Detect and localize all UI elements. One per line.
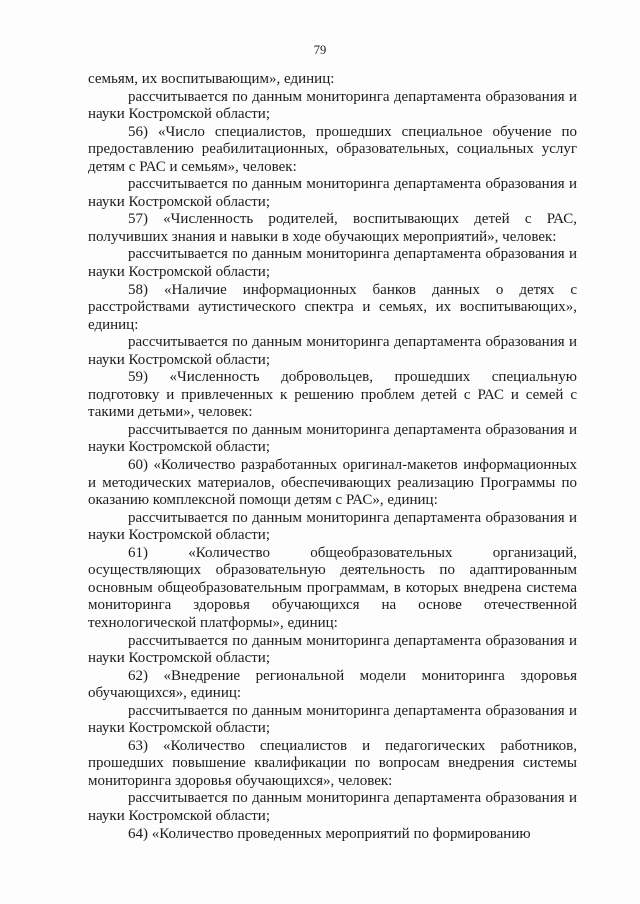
paragraph: 62) «Внедрение региональной модели мониторинга здоровья обучающихся», единиц:	[88, 667, 577, 702]
paragraph: 63) «Количество специалистов и педагогических работников, прошедших повышение квалификации по вопросам внедрения системы мониторинга здоровья обучающихся», человек:	[88, 737, 577, 789]
paragraph: 59) «Численность добровольцев, прошедших специальную подготовку и привлеченных к решению проблем детей с РАС и семей с такими детьми», человек:	[88, 369, 577, 421]
paragraph: рассчитывается по данным мониторинга департамента образования и науки Костромской области;	[88, 509, 577, 544]
paragraph: рассчитывается по данным мониторинга департамента образования и науки Костромской области;	[88, 334, 577, 368]
paragraph: рассчитывается по данным мониторинга департамента образования и науки Костромской области;	[88, 176, 577, 210]
paragraph: рассчитывается по данным мониторинга департамента образования и науки Костромской области;	[88, 790, 577, 824]
paragraph: рассчитывается по данным мониторинга департамента образования и науки Костромской области;	[88, 421, 577, 456]
paragraph: 64) «Количество проведенных мероприятий по формированию	[128, 825, 531, 842]
page-number: 79	[313, 43, 327, 57]
paragraph: семьям, их воспитывающим», единиц:	[88, 71, 335, 87]
paragraph: 61) «Количество общеобразовательных организаций, осуществляющих образовательную деятельность по адаптированным основным общеобразовательным программам, в которых внедрена система мониторинга здоровья обучающихся на основе отечественной технологической платформы», единиц:	[88, 544, 577, 631]
paragraph: 58) «Наличие информационных банков данных о детях с расстройствами аутистического спектра и семьях, их воспитывающих», единиц:	[88, 281, 577, 333]
paragraph: рассчитывается по данным мониторинга департамента образования и науки Костромской области;	[88, 702, 577, 737]
document-body	[88, 71, 577, 843]
paragraph: 56) «Число специалистов, прошедших специальное обучение по предоставлению реабилитационных, образовательных, социальных услуг детям с РАС и семьям», человек:	[88, 123, 577, 175]
paragraph: рассчитывается по данным мониторинга департамента образования и науки Костромской области;	[88, 632, 577, 667]
paragraph: рассчитывается по данным мониторинга департамента образования и науки Костромской области;	[88, 88, 577, 123]
paragraph: 60) «Количество разработанных оригинал-макетов информационных и методических материалов, обеспечивающих реализацию Программы по оказанию комплексной помощи детям с РАС», единиц:	[88, 457, 577, 509]
paragraph: 57) «Численность родителей, воспитывающих детей с РАС, получивших знания и навыки в ходе обучающих мероприятий», человек:	[88, 211, 577, 245]
paragraph: рассчитывается по данным мониторинга департамента образования и науки Костромской области;	[88, 246, 577, 281]
